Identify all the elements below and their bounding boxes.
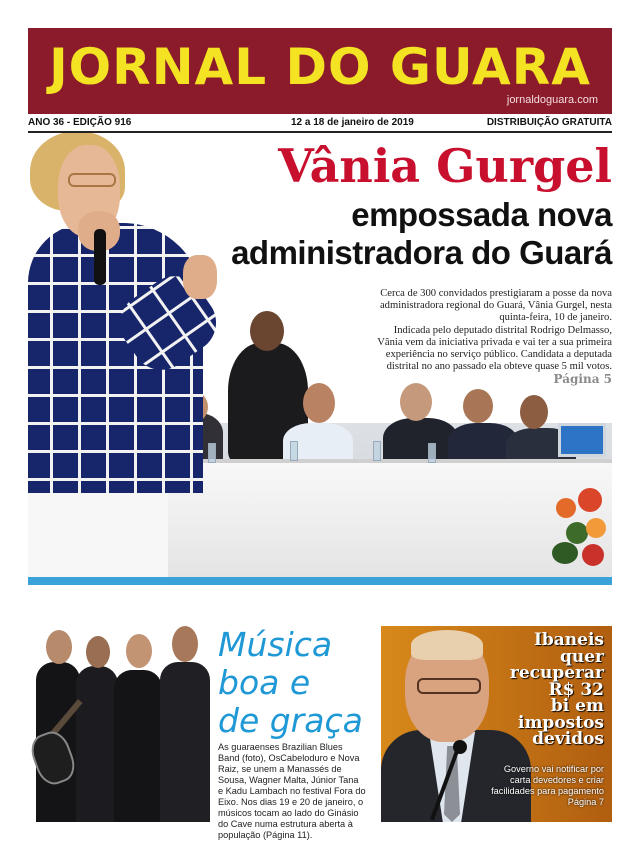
ibaneis-headline-line: R$ 32	[548, 679, 604, 700]
official-standing-head	[250, 311, 284, 351]
music-headline-line2: boa e	[218, 663, 311, 702]
ibaneis-headline-line: quer	[559, 646, 604, 667]
laptop	[558, 423, 606, 457]
water-glass	[290, 441, 298, 461]
ibaneis-story-body	[484, 764, 604, 808]
newspaper-title: JORNAL DO GUARA	[49, 38, 591, 96]
official-seated-2-head	[303, 383, 335, 423]
ibaneis-hair	[411, 630, 483, 660]
lead-paragraph: Cerca de 300 convidados prestigiaram a posse da nova administradora regional do Guará, Vânia Gurgel, nesta quinta-feira, 10 de janeiro.	[379, 288, 612, 324]
edition-date: 12 a 18 de janeiro de 2019	[291, 117, 414, 128]
music-headline-line1: Música	[218, 625, 333, 664]
ceremony-table	[153, 463, 612, 585]
microphone-icon	[453, 740, 467, 754]
main-story-page-ref[interactable]: Página 5	[553, 372, 612, 386]
band-photo	[28, 622, 214, 822]
website-url[interactable]: jornaldoguara.com	[506, 94, 598, 106]
band-member	[76, 666, 118, 822]
water-glass	[373, 441, 381, 461]
official-seated-4-head	[463, 389, 493, 423]
band-member	[160, 662, 210, 822]
ibaneis-story-box[interactable]	[381, 626, 612, 822]
ibaneis-page-ref[interactable]: Página 7	[567, 797, 604, 807]
ibaneis-summary: Governo vai notificar por carta devedores e criar facilidades para pagamento	[491, 764, 604, 796]
band-member-head	[126, 634, 152, 668]
ibaneis-headline-line: impostos	[517, 712, 604, 733]
vania-pants	[28, 488, 168, 585]
photo-accent-strip	[28, 577, 612, 585]
distribution-note: DISTRIBUIÇÃO GRATUITA	[486, 117, 612, 128]
main-story-lead	[372, 288, 612, 373]
band-member-head	[172, 626, 198, 662]
official-seated-5-head	[520, 395, 548, 429]
ibaneis-headline-line: recuperar	[509, 663, 604, 683]
main-headline-name[interactable]: Vânia Gurgel	[278, 139, 612, 193]
microphone-icon	[94, 229, 106, 285]
glasses-icon	[417, 678, 481, 694]
lead-paragraph: Indicada pelo deputado distrital Rodrigo Delmasso, Vânia vem da iniciativa privada e vai ter a sua primeira experiência no serviço público. Candidata a deputada distrital no ano passado ela obteve quase 5 mil votos.	[377, 324, 612, 373]
band-member-head	[86, 636, 110, 668]
main-headline-subtitle[interactable]	[200, 196, 612, 272]
official-seated-3-head	[400, 383, 432, 421]
water-glass	[208, 443, 216, 463]
band-member-head	[46, 630, 72, 664]
edition-info-bar	[28, 115, 612, 131]
main-headline-subtitle-line2: administradora do Guará	[231, 234, 612, 271]
ibaneis-headline-line: Ibaneis	[533, 630, 604, 650]
edition-number: ANO 36 - EDIÇÃO 916	[28, 117, 132, 128]
music-story-body: As guaraenses Brazilian Blues Band (foto), OsCabeloduro e Nova Raiz, se unem a Manassés de Sousa, Wagner Malta, Júnior Tana e Kadu Lambach no festival Fora do Eixo. Nos dias 19 e 20 de janeiro, o músicos tocam ao lado do Ginásio do Cave numa estrutura aberta à população (Página 11).	[218, 742, 366, 840]
masthead	[28, 28, 612, 114]
music-headline-line3: de graça	[218, 701, 363, 740]
flower-arrangement	[548, 478, 612, 578]
glasses-icon	[68, 173, 116, 187]
main-headline-subtitle-line1: empossada nova	[351, 196, 612, 233]
ibaneis-headline-line: bi em	[550, 696, 604, 716]
band-member	[114, 670, 162, 822]
music-headline[interactable]	[218, 626, 378, 740]
water-glass	[428, 443, 436, 463]
ibaneis-headline-line: devidos	[532, 729, 604, 749]
ibaneis-headline	[484, 632, 604, 748]
